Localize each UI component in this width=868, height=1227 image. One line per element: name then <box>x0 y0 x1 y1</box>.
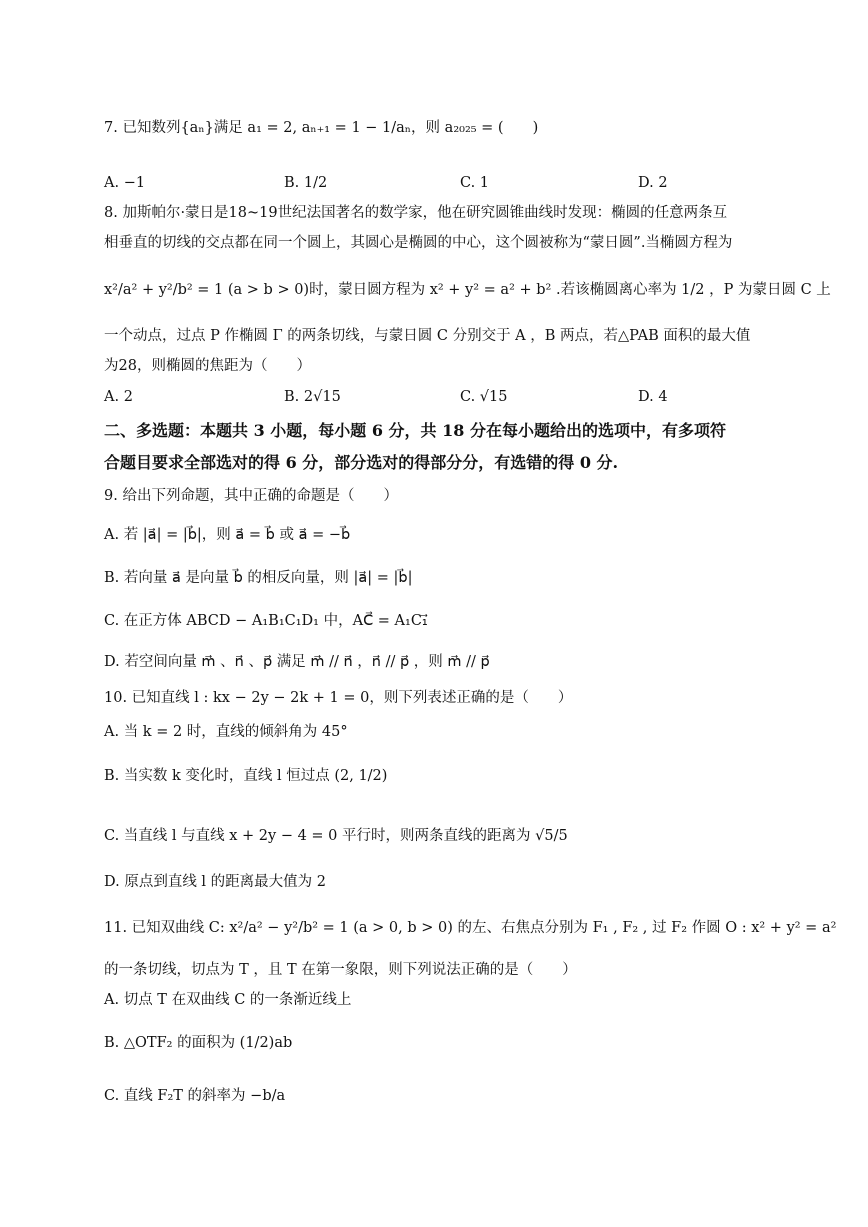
q11-option-b: B. △OTF₂ 的面积为 (1/2)ab <box>104 1035 293 1051</box>
q10-option-d: D. 原点到直线 l 的距离最大值为 2 <box>104 874 327 890</box>
q9-option-b: B. 若向量 a⃗ 是向量 b⃗ 的相反向量，则 |a⃗| = |b⃗| <box>104 570 413 586</box>
q8-option-c: C. √15 <box>460 389 508 405</box>
q9-stem: 9. 给出下列命题，其中正确的命题是（ ） <box>104 488 398 504</box>
q10-stem: 10. 已知直线 l : kx − 2y − 2k + 1 = 0，则下列表述正确的是（ ） <box>104 690 573 706</box>
q9-option-d: D. 若空间向量 m⃗ 、n⃗ 、p⃗ 满足 m⃗ // n⃗ ，n⃗ // p⃗ ，则 m⃗ // p⃗ <box>104 654 490 670</box>
q8-line-5: 为28，则椭圆的焦距为（ ） <box>104 358 311 374</box>
q8-option-a: A. 2 <box>104 389 133 405</box>
q7-option-c: C. 1 <box>460 175 490 191</box>
section-2-heading-line-1: 二、多选题：本题共 3 小题，每小题 6 分，共 18 分在每小题给出的选项中，有多项符 <box>104 421 726 440</box>
q7-option-b: B. 1/2 <box>284 175 328 191</box>
q9-option-a: A. 若 |a⃗| = |b⃗|，则 a⃗ = b⃗ 或 a⃗ = −b⃗ <box>104 527 351 543</box>
q9-option-c: C. 在正方体 ABCD − A₁B₁C₁D₁ 中，AC⃗ = A₁C₁⃗ <box>104 613 428 629</box>
q10-option-b: B. 当实数 k 变化时，直线 l 恒过点 (2, 1/2) <box>104 768 388 784</box>
q10-option-c: C. 当直线 l 与直线 x + 2y − 4 = 0 平行时，则两条直线的距离为 √5/5 <box>104 828 568 844</box>
section-2-heading-line-2: 合题目要求全部选对的得 6 分，部分选对的得部分分，有选错的得 0 分. <box>104 453 619 472</box>
q11-option-c: C. 直线 F₂T 的斜率为 −b/a <box>104 1088 286 1104</box>
q10-option-a: A. 当 k = 2 时，直线的倾斜角为 45° <box>104 724 348 740</box>
q8-option-d: D. 4 <box>638 389 668 405</box>
q8-option-b: B. 2√15 <box>284 389 341 405</box>
q8-line-2: 相垂直的切线的交点都在同一个圆上，其圆心是椭圆的中心，这个圆被称为“蒙日圆”.当椭圆方程为 <box>104 235 733 251</box>
q7-option-a: A. −1 <box>104 175 146 191</box>
q11-line-2: 的一条切线，切点为 T ，且 T 在第一象限，则下列说法正确的是（ ） <box>104 962 577 978</box>
q11-option-a: A. 切点 T 在双曲线 C 的一条渐近线上 <box>104 992 352 1008</box>
q7-stem: 7. 已知数列{aₙ}满足 a₁ = 2, aₙ₊₁ = 1 − 1/aₙ，则 a₂₀₂₅ = ( ) <box>104 120 539 136</box>
q8-line-1: 8. 加斯帕尔·蒙日是18~19世纪法国著名的数学家，他在研究圆锥曲线时发现：椭圆的任意两条互 <box>104 205 728 221</box>
q8-line-4: 一个动点，过点 P 作椭圆 Γ 的两条切线，与蒙日圆 C 分别交于 A ，B 两点，若△PAB 面积的最大值 <box>104 328 751 344</box>
q8-line-3: x²/a² + y²/b² = 1 (a > b > 0)时，蒙日圆方程为 x² + y² = a² + b² .若该椭圆离心率为 1/2 ，P 为蒙日圆 C 上 <box>104 282 831 298</box>
q11-line-1: 11. 已知双曲线 C: x²/a² − y²/b² = 1 (a > 0, b > 0) 的左、右焦点分别为 F₁ , F₂ , 过 F₂ 作圆 O : x² + y² = a² <box>104 920 837 936</box>
q7-option-d: D. 2 <box>638 175 668 191</box>
